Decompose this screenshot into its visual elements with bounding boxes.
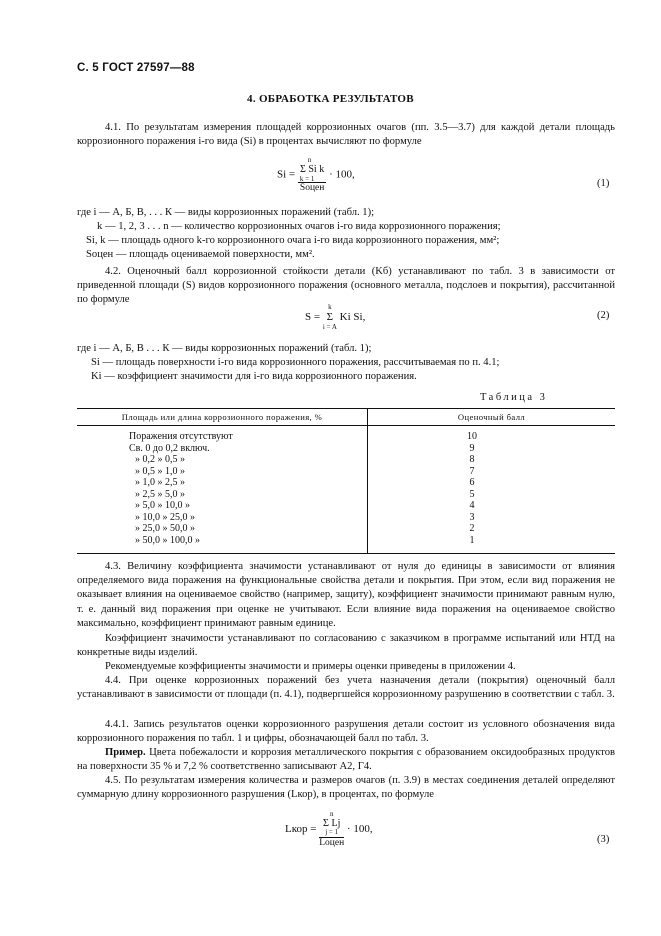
paragraph-4-1: 4.1. По результатам измерения площадей коррозионных очагов (пп. 3.5—3.7) для каждой детали площадь коррозионного поражения i-го вида (Si) в процентах вычисляют по формуле bbox=[77, 122, 615, 148]
table-row-score: 7 bbox=[469, 465, 475, 477]
table-row-range: » 5,0 » 10,0 » bbox=[135, 500, 190, 511]
paragraph-4-5: 4.5. По результатам измерения количества и размеров очагов (п. 3.9) в местах соединения деталей определяют суммарную длину коррозионного разрушения (Lкор), в процентах, по формуле bbox=[77, 775, 615, 801]
table-row-score: 4 bbox=[469, 500, 475, 511]
formula-2 bbox=[305, 303, 365, 332]
running-head: С. 5 ГОСТ 27597—88 bbox=[77, 62, 195, 74]
paragraph-4-2: 4.2. Оценочный балл коррозионной стойкости детали (Kб) устанавливают по табл. 3 в зависимости от приведенной площади (S) видов коррозионного поражения (основного металла, подслоев и покрытия), рассчитанной по формуле bbox=[77, 266, 615, 306]
table-row-range: » 25,0 » 50,0 » bbox=[135, 523, 195, 534]
table-caption: Таблица 3 bbox=[480, 392, 548, 403]
where2-line-2: Si — площадь поверхности i-го вида коррозионного поражения, рассчитываемая по п. 4.1; bbox=[91, 357, 500, 368]
where2-line-3: Ki — коэффициент значимости для i-го вида коррозионного поражения. bbox=[91, 371, 417, 382]
paragraph-4-3-c: Рекомендуемые коэффициенты значимости и примеры оценки приведены в приложении 4. bbox=[105, 661, 516, 672]
formula-2-expr: Ki Si, bbox=[339, 311, 366, 324]
table-row-range: » 0,5 » 1,0 » bbox=[135, 465, 185, 477]
paragraph-4-3-b: Коэффициент значимости устанавливают по согласованию с заказчиком в программе испытаний или НТД на конкретные виды изделий. bbox=[77, 633, 615, 659]
formula-1-tail: · 100, bbox=[329, 168, 355, 181]
table-divider bbox=[367, 425, 368, 553]
formula-1-number: (1) bbox=[597, 178, 610, 189]
score-table bbox=[77, 408, 615, 554]
table-row-score: 9 bbox=[469, 442, 475, 454]
example-label: Пример. bbox=[105, 747, 146, 758]
table-row-score: 2 bbox=[469, 523, 475, 534]
formula-3 bbox=[285, 810, 373, 849]
table-row-range: Св. 0 до 0,2 включ. bbox=[129, 442, 210, 454]
formula-3-sum-bottom: j = 1 bbox=[325, 828, 339, 836]
formula-3-number: (3) bbox=[597, 834, 610, 845]
formula-2-sum-bottom: i = A bbox=[322, 323, 337, 331]
table-header-score: Оценочный балл bbox=[368, 409, 615, 426]
example-paragraph bbox=[77, 746, 615, 774]
table-row-score: 6 bbox=[469, 477, 475, 488]
formula-2-sum-top: k bbox=[328, 303, 332, 311]
formula-1-numerator: Si k bbox=[308, 164, 325, 175]
formula-1-fraction bbox=[298, 156, 326, 194]
formula-3-denominator: Lоцен bbox=[319, 838, 345, 848]
formula-3-sum-top: n bbox=[329, 810, 334, 818]
table-row-range: » 50,0 » 100,0 » bbox=[135, 534, 200, 546]
formula-2-sigma: Σ bbox=[326, 311, 334, 323]
table-row-range: Поражения отсутствуют bbox=[129, 431, 233, 442]
where1-line-3: Si, k — площадь одного k-го коррозионного очага i-го вида коррозионного поражения, мм²; bbox=[86, 235, 500, 246]
formula-1-lhs: Si = bbox=[277, 168, 296, 181]
where2-line-1: где i — А, Б, В . . . К — виды коррозионных поражений (табл. 1); bbox=[77, 343, 372, 354]
table-row-range: » 0,2 » 0,5 » bbox=[135, 454, 185, 465]
formula-3-sigma: Σ bbox=[322, 818, 330, 829]
table-row-score: 1 bbox=[469, 534, 475, 546]
paragraph-4-4-1: 4.4.1. Запись результатов оценки коррозионного разрушения детали состоит из условного обозначения вида коррозионного поражения по табл. 1 и цифры, обозначающей балл по табл. 3. bbox=[77, 719, 615, 745]
table-row-score: 5 bbox=[469, 488, 475, 500]
table-row-range: » 1,0 » 2,5 » bbox=[135, 477, 185, 488]
formula-1-sum-top: n bbox=[307, 156, 312, 164]
table-row-score: 3 bbox=[469, 511, 475, 523]
formula-2-number: (2) bbox=[597, 310, 610, 321]
formula-1 bbox=[277, 156, 355, 194]
table-row-score: 10 bbox=[467, 431, 477, 442]
table-row-range: » 2,5 » 5,0 » bbox=[135, 488, 185, 500]
table-row-score: 8 bbox=[469, 454, 475, 465]
where1-line-4: Sоцен — площадь оцениваемой поверхности, мм². bbox=[86, 249, 315, 260]
formula-1-denominator: Sоцен bbox=[299, 183, 325, 193]
formula-3-numerator: Lj bbox=[331, 818, 341, 829]
formula-3-fraction bbox=[319, 810, 344, 849]
formula-3-lhs: Lкор = bbox=[285, 823, 317, 836]
formula-1-sigma: Σ bbox=[300, 164, 306, 175]
formula-2-lhs: S = bbox=[305, 311, 321, 324]
table-row-range: » 10,0 » 25,0 » bbox=[135, 511, 195, 523]
where1-line-1: где i — А, Б, В, . . . К — виды коррозионных поражений (табл. 1); bbox=[77, 207, 375, 218]
table-header-range: Площадь или длина коррозионного поражения, % bbox=[77, 409, 368, 426]
paragraph-4-3: 4.3. Величину коэффициента значимости устанавливают от нуля до единицы в зависимости от влияния определяемого вида поражения на функциональные свойства детали и покрытия. При этом, если вид поражения не оказывает влияния на оцениваемое свойство (например, защиту), коэффициент значимости принимают равным нулю, т. е. данный вид поражения при оценке не учитывают. Если влияние вида поражения на оцениваемое свойство максимально, коэффициент принимают равным единице. bbox=[77, 561, 615, 629]
formula-1-sum-bottom: k = 1 bbox=[299, 175, 315, 183]
section-title: 4. ОБРАБОТКА РЕЗУЛЬТАТОВ bbox=[247, 93, 414, 105]
example-text: Цвета побежалости и коррозия металлического покрытия с образованием оксидообразных продуктов на поверхности 35 % и 7,2 % соответственно записывают А2, Г4. bbox=[77, 747, 615, 773]
formula-3-tail: · 100, bbox=[346, 823, 373, 836]
where1-line-2: k — 1, 2, 3 . . . n — количество коррозионных очагов i-го вида коррозионного поражения; bbox=[97, 221, 501, 232]
paragraph-4-4: 4.4. При оценке коррозионных поражений без учета назначения детали (покрытия) оценочный балл устанавливают в зависимости от площади (п. 4.1), подвергшейся коррозионному разрушению в соответствии с табл. 3. bbox=[77, 675, 615, 701]
